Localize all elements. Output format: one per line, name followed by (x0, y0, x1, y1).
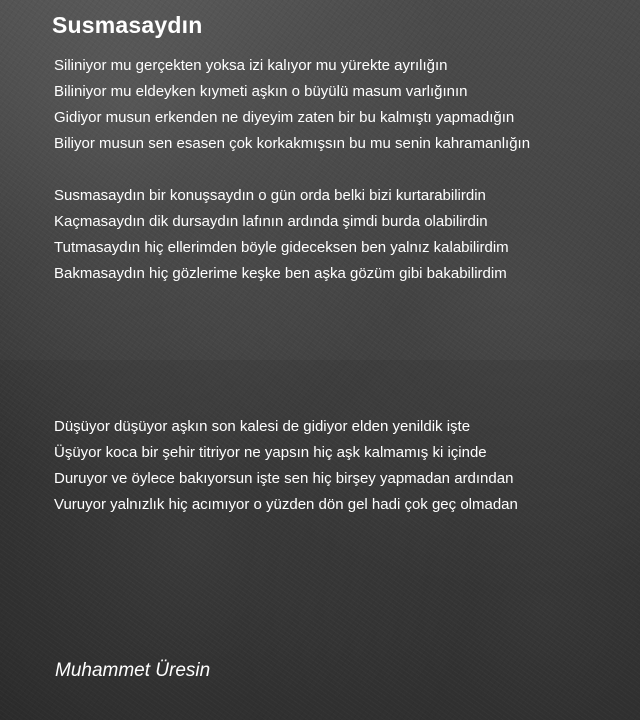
poem-line: Duruyor ve öylece bakıyorsun işte sen hiç birşey yapmadan ardından (54, 470, 514, 487)
poem-line: Susmasaydın bir konuşsaydın o gün orda belki bizi kurtarabilirdin (54, 187, 486, 204)
poem-line: Üşüyor koca bir şehir titriyor ne yapsın hiç aşk kalmamış ki içinde (54, 444, 487, 461)
stanza-3 (54, 414, 624, 518)
stanza-1 (54, 53, 624, 157)
poem-line: Tutmasaydın hiç ellerimden böyle gideceksen ben yalnız kalabilirdim (54, 239, 509, 256)
poem-line: Düşüyor düşüyor aşkın son kalesi de gidiyor elden yenildik işte (54, 418, 471, 435)
poem-line: Vuruyor yalnızlık hiç acımıyor o yüzden dön gel hadi çok geç olmadan (54, 496, 518, 513)
poem-line: Gidiyor musun erkenden ne diyeyim zaten bir bu kalmıştı yapmadığın (54, 109, 515, 126)
poem-author: Muhammet Üresin (55, 660, 211, 681)
poem-line: Bakmasaydın hiç gözlerime keşke ben aşka gözüm gibi bakabilirdim (54, 265, 507, 282)
poem-title: Susmasaydın (52, 12, 203, 38)
stanza-2 (54, 183, 624, 287)
poem-line: Kaçmasaydın dik dursaydın lafının ardında şimdi burda olabilirdin (54, 213, 488, 230)
poem-line: Biliniyor mu eldeyken kıymeti aşkın o büyülü masum varlığının (54, 83, 468, 100)
poem-line: Siliniyor mu gerçekten yoksa izi kalıyor mu yürekte ayrılığın (54, 57, 448, 74)
poem-line: Biliyor musun sen esasen çok korkakmışsın bu mu senin kahramanlığın (54, 135, 531, 152)
